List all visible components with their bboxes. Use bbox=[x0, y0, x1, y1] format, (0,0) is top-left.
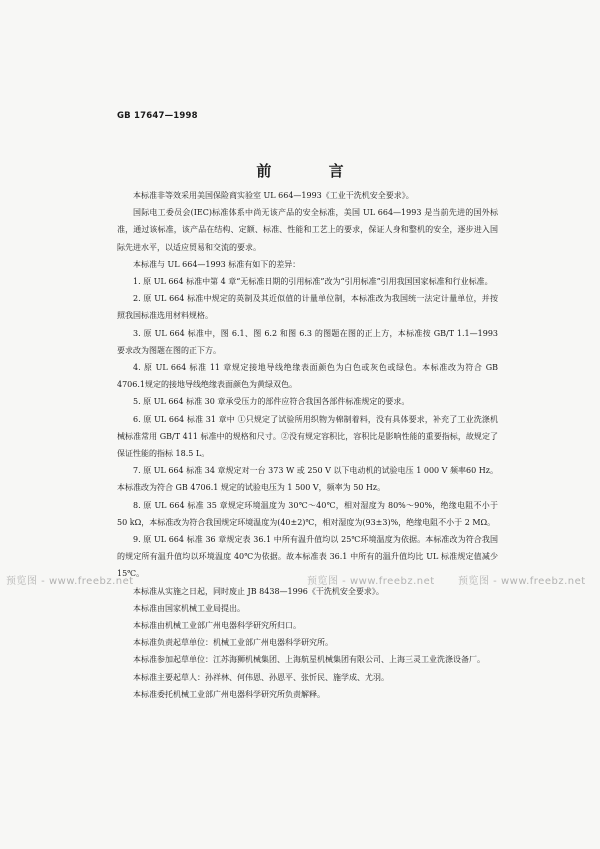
paragraph: 2. 原 UL 664 标准中规定的英制及其近似值的计量单位制，本标准改为我国统一法定计量单位，并按照我国标准选用材料规格。 bbox=[117, 294, 498, 321]
paragraph: 8. 原 UL 664 标准 35 章规定环境温度为 30℃～40℃，相对湿度为 80%～90%，绝缘电阻不小于 50 kΩ，本标准改为符合我国规定环境温度为(40±2)℃，相对湿度为(93±3)%，绝缘电阻不小于 2 MΩ。 bbox=[117, 500, 498, 527]
watermark-strip bbox=[0, 570, 600, 586]
paragraph: 本标准由国家机械工业局提出。 bbox=[133, 603, 245, 613]
watermark-text: 预览图 - www.freebz.net bbox=[307, 576, 435, 586]
paragraph: 5. 原 UL 664 标准 30 章承受压力的部件应符合我国各部件标准规定的要求。 bbox=[133, 397, 410, 407]
paragraph: 本标准负责起草单位：机械工业部广州电器科学研究所。 bbox=[133, 638, 333, 648]
paragraph: 本标准主要起草人：孙祥林、何伟恩、孙恩平、张忻民、施学成、尤羽。 bbox=[133, 672, 389, 682]
page-title: 前 言 bbox=[256, 162, 370, 180]
paragraph: 7. 原 UL 664 标准 34 章规定对一台 373 W 或 250 V 以下电动机的试验电压 1 000 V 频率60 Hz。本标准改为符合 GB 4706.1 规定的试验电压为 1 500 V，频率为 50 Hz。 bbox=[117, 466, 498, 493]
watermark-text: 预览图 - www.freebz.net bbox=[458, 576, 586, 586]
standard-code: GB 17647—1998 bbox=[117, 111, 198, 121]
paragraph: 6. 原 UL 664 标准 31 章中 ①只规定了试验所用织物为棉制着料，没有具体要求，补充了工业洗涤机械标准常用 GB/T 411 标准中的规格和尺寸。②没有规定容积比，容积比是影响性能的重要指标，故规定了保证性能的指标 18.5 L。 bbox=[117, 414, 498, 459]
paragraph: 本标准参加起草单位：江苏海狮机械集团、上海航星机械集团有限公司、上海三灵工业洗涤设备厂。 bbox=[133, 655, 485, 665]
paragraph: 本标准委托机械工业部广州电器科学研究所负责解释。 bbox=[133, 689, 325, 699]
paragraph: 本标准从实施之日起，同时废止 JB 8438—1996《干洗机安全要求》。 bbox=[133, 586, 384, 596]
foreword-body bbox=[117, 187, 498, 703]
paragraph: 本标准与 UL 664—1993 标准有如下的差异： bbox=[133, 259, 301, 269]
paragraph: 本标准由机械工业部广州电器科学研究所归口。 bbox=[133, 621, 301, 631]
paragraph: 4. 原 UL 664 标准 11 章规定接地导线绝缘表面颜色为白色或灰色或绿色。本标准改为符合 GB 4706.1规定的接地导线绝缘表面颜色为黄绿双色。 bbox=[117, 363, 498, 390]
paragraph: 国际电工委员会(IEC)标准体系中尚无该产品的安全标准，美国 UL 664—1993 是当前先进的国外标准，通过该标准，该产品在结构、定额、标准、性能和工艺上的要求，保证人身和整机的安全，逐步进入国际先进水平，以适应贸易和交流的要求。 bbox=[117, 208, 498, 252]
paragraph: 1. 原 UL 664 标准中第 4 章“无标准日期的引用标准”改为“引用标准”引用我国国家标准和行业标准。 bbox=[133, 277, 493, 287]
paragraph: 9. 原 UL 664 标准 36 章规定表 36.1 中所有温升值均以 25℃环境温度为依据。本标准改为符合我国的规定所有温升值均以环境温度 40℃为依据。故本标准表 36.1 中所有的温升值均比 UL 标准规定值减少 15℃。 bbox=[117, 535, 498, 579]
paragraph: 3. 原 UL 664 标准中，图 6.1、图 6.2 和图 6.3 的图题在图的正上方，本标准按 GB/T 1.1—1993 要求改为图题在图的正下方。 bbox=[117, 328, 498, 355]
watermark-text: 预览图 - www.freebz.net bbox=[6, 576, 134, 586]
paragraph: 本标准非等效采用美国保险商实验室 UL 664—1993《工业干洗机安全要求》。 bbox=[133, 191, 414, 200]
